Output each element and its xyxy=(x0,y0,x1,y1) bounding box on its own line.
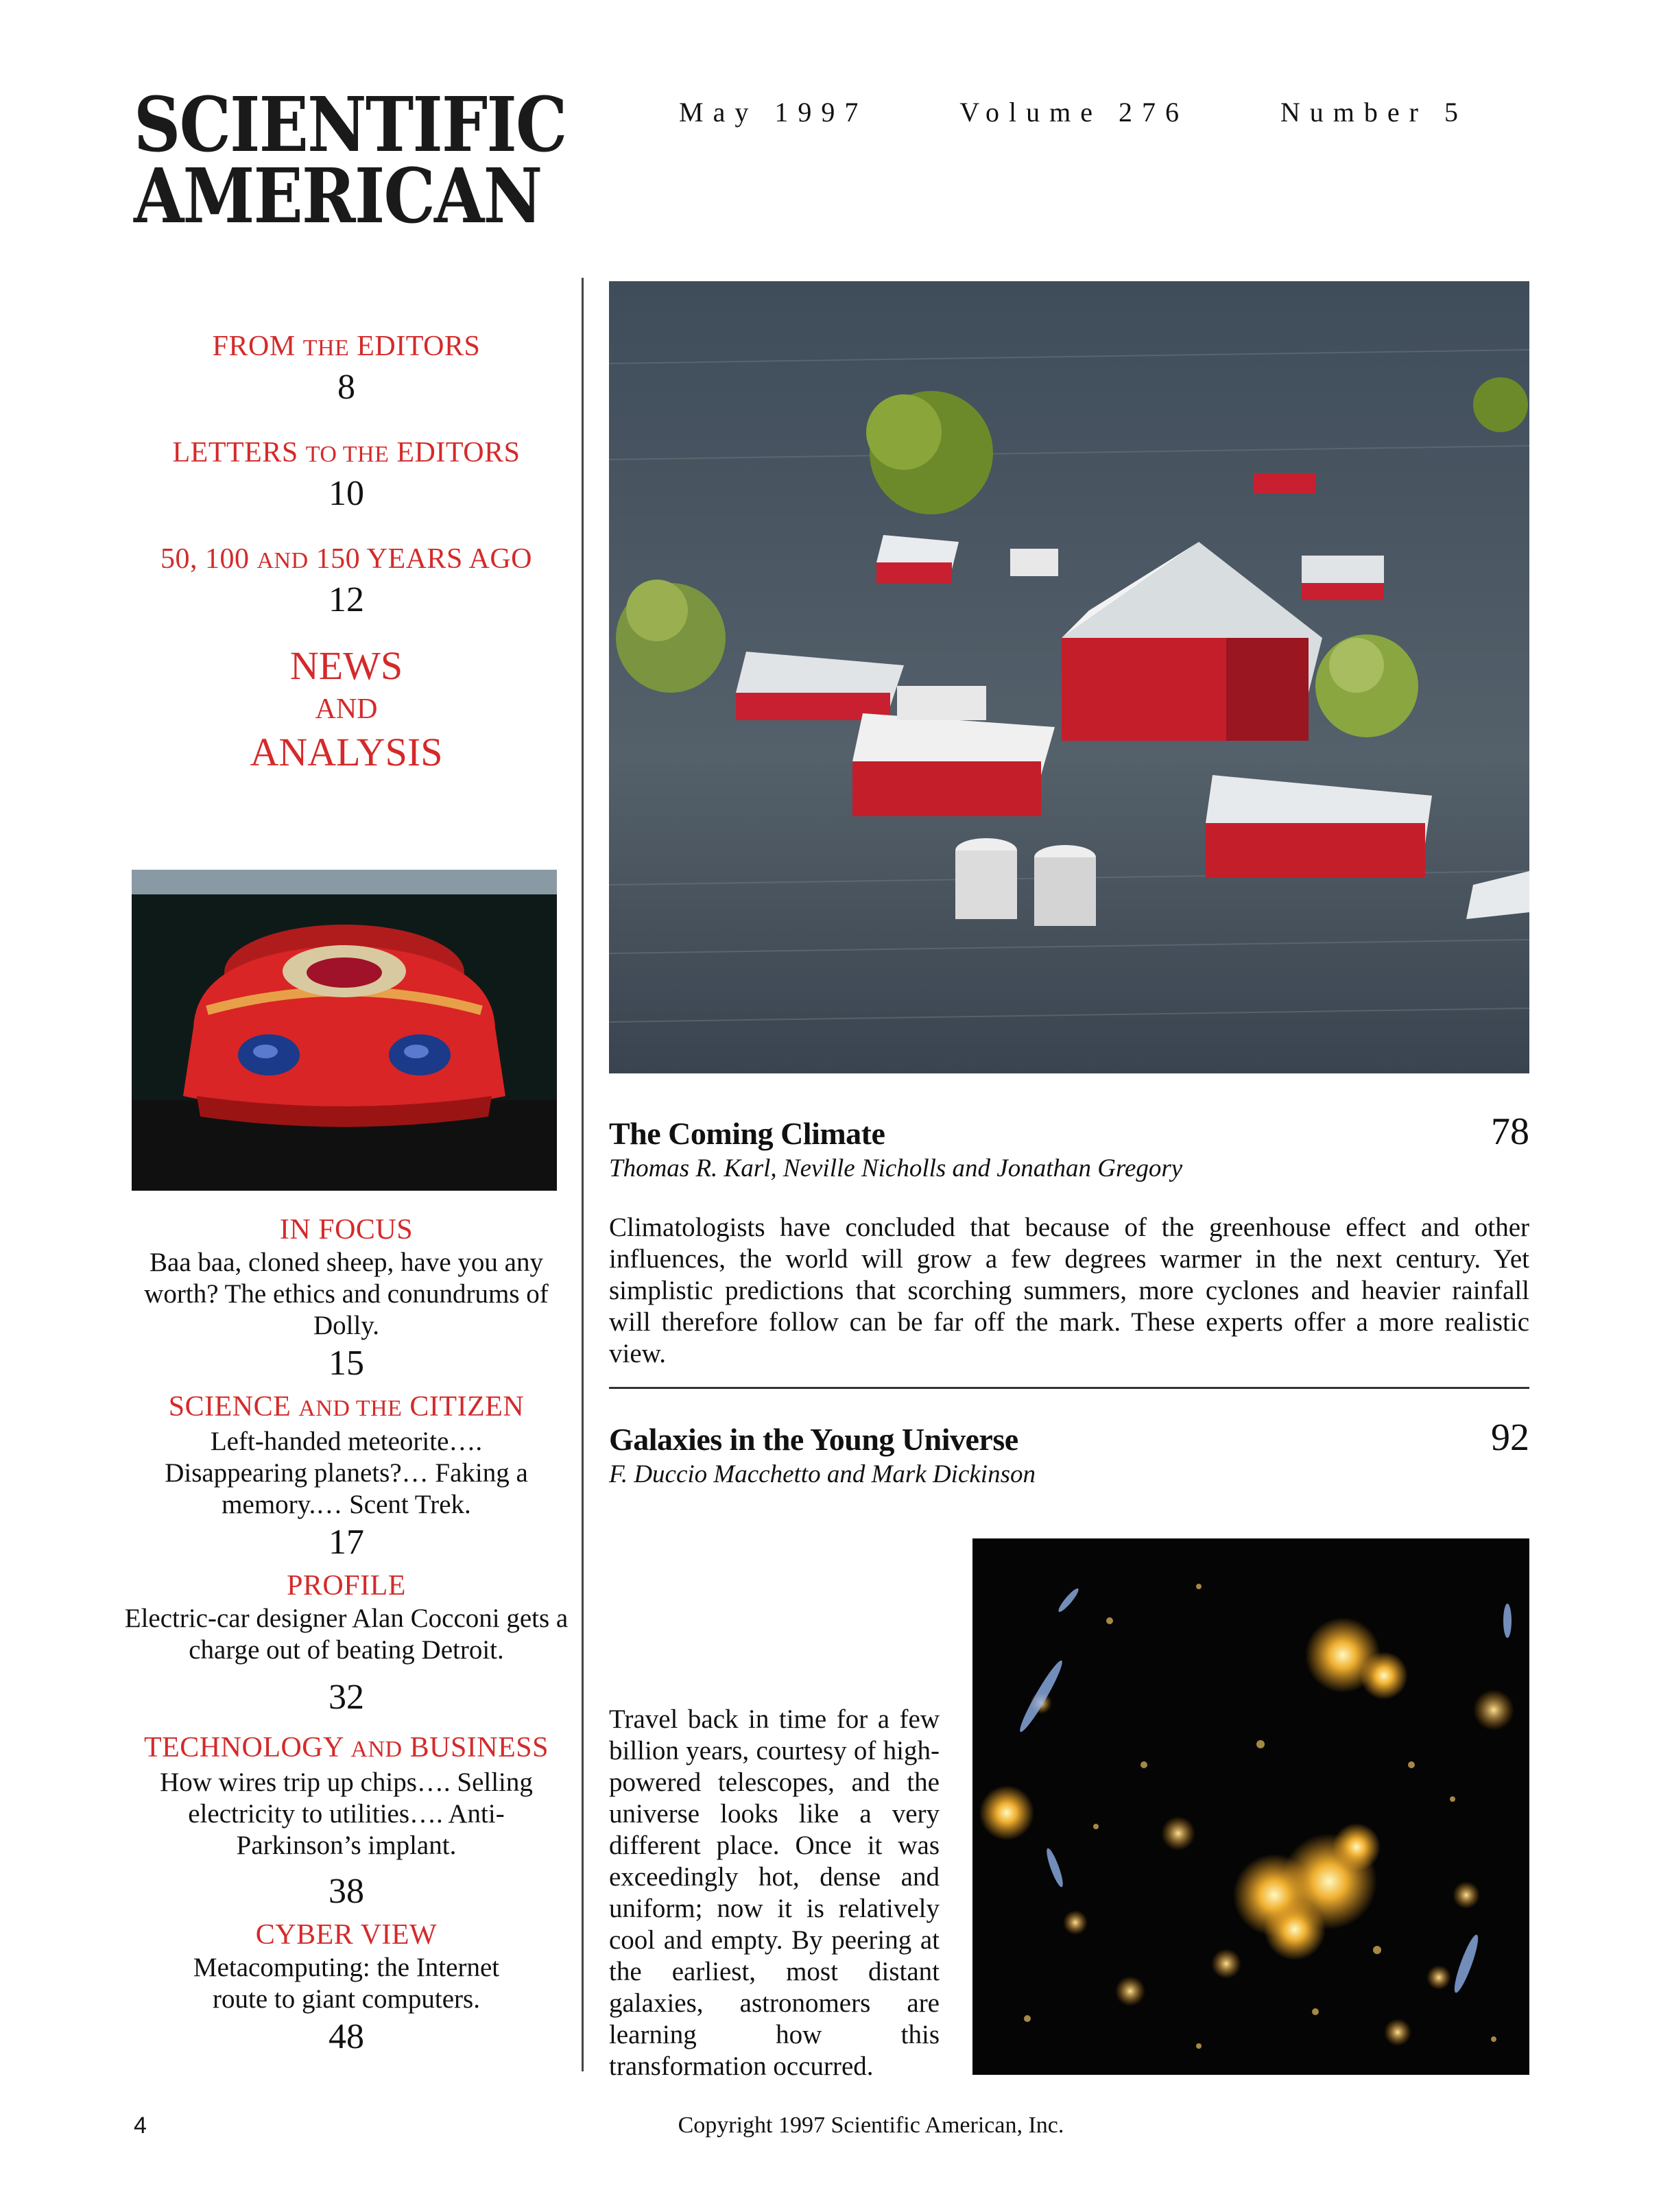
column-divider xyxy=(582,278,584,2071)
dept-blurb: Electric-car designer Alan Cocconi gets a charge out of beating Detroit. xyxy=(124,1604,569,1665)
page-number: 17 xyxy=(329,1523,364,1562)
page-number: 8 xyxy=(337,368,355,407)
dept-tech-business[interactable] xyxy=(123,1731,569,1914)
dept-letters[interactable] xyxy=(123,436,569,516)
copyright-notice: Copyright 1997 Scientific American, Inc. xyxy=(678,2113,1064,2138)
dept-from-editors[interactable] xyxy=(123,329,569,409)
news-analysis-heading[interactable] xyxy=(123,641,569,777)
electric-car-photo xyxy=(132,870,557,1191)
article-authors: Thomas R. Karl, Neville Nicholls and Jonathan Gregory xyxy=(609,1154,1183,1182)
dept-science-citizen[interactable] xyxy=(123,1390,569,1565)
page-number: 38 xyxy=(329,1872,364,1911)
flood-illustration xyxy=(609,281,1529,1073)
dept-cyber-view[interactable] xyxy=(123,1918,569,2059)
dept-heading: TECHNOLOGY AND BUSINESS xyxy=(144,1732,549,1763)
article-separator xyxy=(609,1387,1529,1389)
dept-profile[interactable] xyxy=(123,1569,569,1720)
page-folio: 4 xyxy=(134,2113,147,2139)
departments-lower xyxy=(123,1213,569,2059)
dept-heading: SCIENCE AND THE CITIZEN xyxy=(168,1391,525,1423)
news-line: NEWS xyxy=(289,643,403,688)
galaxy-illustration xyxy=(972,1538,1529,2075)
page-number: 10 xyxy=(329,474,364,513)
dept-blurb: How wires trip up chips…. Selling electricity to utilities…. Anti-Parkinson’s implant. xyxy=(160,1768,533,1860)
article-title[interactable]: Galaxies in the Young Universe xyxy=(609,1422,1018,1457)
page-number: 15 xyxy=(329,1344,364,1383)
flooded-farm-photo xyxy=(609,281,1529,1073)
article-authors: F. Duccio Macchetto and Mark Dickinson xyxy=(609,1460,1036,1488)
article-summary: Climatologists have concluded that because of the greenhouse effect and other influences, the world will grow a few degrees warmer in the next century. Yet simplistic predictions that scorching summers, more cyclones and heavier rainfall will therefore follow can be far off the mark. These experts offer a more realistic view. xyxy=(609,1213,1529,1368)
page-number: 32 xyxy=(329,1678,364,1717)
dept-years-ago[interactable] xyxy=(123,542,569,622)
and-line: AND xyxy=(315,693,378,725)
article-galaxies[interactable] xyxy=(609,1416,1529,1489)
article-coming-climate[interactable] xyxy=(609,1110,1529,1370)
dept-in-focus[interactable] xyxy=(123,1213,569,1386)
dept-heading: PROFILE xyxy=(287,1570,406,1602)
article-page-number: 92 xyxy=(1491,1416,1529,1459)
dept-heading: FROM THE EDITORS xyxy=(212,331,481,362)
dept-heading: CYBER VIEW xyxy=(255,1919,438,1951)
masthead-line-1: SCIENTIFIC xyxy=(134,80,566,169)
page-number: 48 xyxy=(329,2017,364,2056)
departments-column xyxy=(123,329,569,777)
car-illustration xyxy=(132,870,557,1191)
issue-date: May 1997 xyxy=(679,97,868,128)
dept-blurb: Baa baa, cloned sheep, have you any worth? The ethics and conundrums of Dolly. xyxy=(144,1248,549,1340)
article-page-number: 78 xyxy=(1491,1110,1529,1153)
masthead-line-2: AMERICAN xyxy=(134,152,542,240)
dept-blurb: Metacomputing: the Internet route to giant computers. xyxy=(193,1953,500,2014)
analysis-line: ANALYSIS xyxy=(250,730,443,774)
dept-heading: IN FOCUS xyxy=(279,1214,414,1246)
issue-number: Number 5 xyxy=(1280,97,1468,128)
dept-heading: 50, 100 AND 150 YEARS AGO xyxy=(160,543,532,575)
page-number: 12 xyxy=(329,580,364,619)
issue-info xyxy=(679,96,1468,128)
galaxy-cluster-photo xyxy=(972,1538,1529,2075)
issue-volume: Volume 276 xyxy=(959,97,1189,128)
masthead-logo xyxy=(134,80,580,240)
article-title[interactable]: The Coming Climate xyxy=(609,1116,885,1151)
dept-heading: LETTERS TO THE EDITORS xyxy=(172,437,521,468)
article-summary-galaxies: Travel back in time for a few billion years, courtesy of high-powered telescopes, and the universe looks like a very different place. Once it was exceedingly hot, dense and uniform; now it is relatively cool and empty. By peering at the earliest, most distant galaxies, astronomers are learning how this transformation occurred. xyxy=(609,1704,940,2081)
dept-blurb: Left-handed meteorite…. Disappearing planets?… Faking a memory.… Scent Trek. xyxy=(165,1427,528,1519)
